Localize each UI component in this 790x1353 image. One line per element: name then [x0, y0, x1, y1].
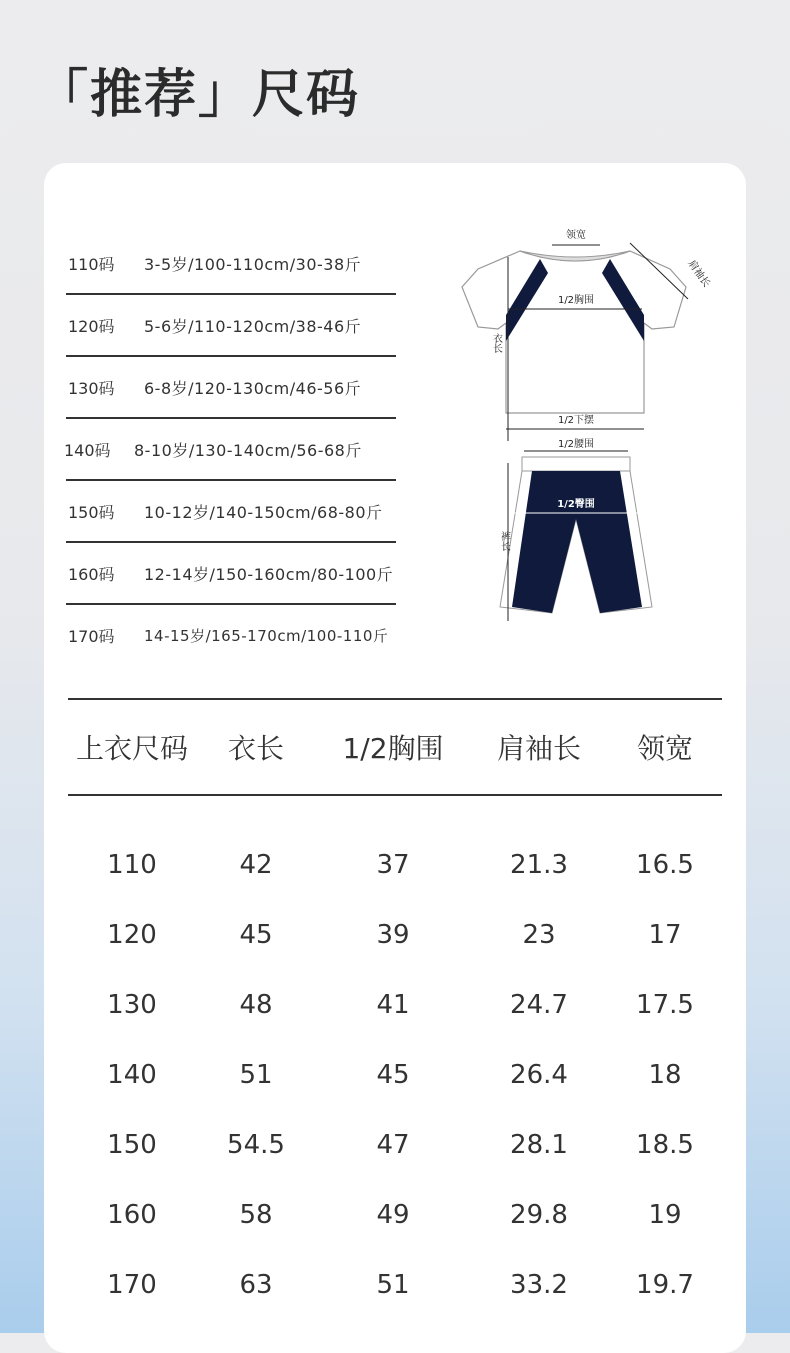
rec-size: 170码 — [68, 626, 115, 646]
label-shoulder-sleeve: 肩袖长 — [685, 258, 712, 290]
label-length: 衣长 — [490, 333, 502, 353]
cell-shoulder-sleeve: 33.2 — [510, 1270, 568, 1300]
page-title: 「推荐」尺码 — [36, 65, 361, 125]
cell-shoulder-sleeve: 24.7 — [510, 990, 568, 1020]
cell-shoulder-sleeve: 26.4 — [510, 1060, 568, 1090]
rec-size: 140码 — [64, 440, 111, 460]
garment-diagram — [448, 223, 712, 643]
cell-size: 140 — [107, 1060, 157, 1090]
header-shoulder-sleeve: 肩袖长 — [496, 732, 581, 765]
recommendation-list — [66, 233, 396, 665]
table-row — [68, 830, 722, 900]
cell-collar: 19.7 — [636, 1270, 694, 1300]
table-row — [68, 900, 722, 970]
cell-size: 160 — [107, 1200, 157, 1230]
cell-chest: 45 — [376, 1060, 410, 1090]
table-row — [68, 1180, 722, 1250]
cell-chest: 41 — [376, 990, 410, 1020]
rec-desc: 3-5岁/100-110cm/30-38斤 — [144, 254, 362, 274]
list-item — [66, 419, 396, 481]
cell-size: 120 — [107, 920, 157, 950]
cell-size: 170 — [107, 1270, 157, 1300]
cell-collar: 18 — [648, 1060, 682, 1090]
cell-chest: 37 — [376, 850, 410, 880]
cell-shoulder-sleeve: 29.8 — [510, 1200, 568, 1230]
cell-length: 48 — [239, 990, 273, 1020]
table-row — [68, 1040, 722, 1110]
shorts-illustration — [500, 457, 652, 613]
table-body — [68, 796, 722, 1320]
rec-size: 150码 — [68, 502, 115, 522]
table-row — [68, 1110, 722, 1180]
list-item — [66, 543, 396, 605]
tshirt-illustration — [462, 251, 686, 413]
header-chest: 1/2胸围 — [342, 732, 444, 765]
rec-desc: 5-6岁/110-120cm/38-46斤 — [144, 316, 362, 336]
cell-collar: 16.5 — [636, 850, 694, 880]
cell-collar: 17.5 — [636, 990, 694, 1020]
size-card — [44, 163, 746, 1353]
table-row — [68, 1250, 722, 1320]
list-item — [66, 605, 396, 665]
cell-size: 130 — [107, 990, 157, 1020]
label-hip: 1/2臀围 — [557, 499, 595, 510]
label-hem: 1/2下摆 — [557, 415, 595, 426]
rec-desc: 6-8岁/120-130cm/46-56斤 — [144, 378, 362, 398]
rec-desc: 8-10岁/130-140cm/56-68斤 — [134, 440, 362, 460]
cell-size: 150 — [107, 1130, 157, 1160]
rec-size: 160码 — [68, 564, 115, 584]
cell-length: 54.5 — [227, 1130, 285, 1160]
header-length: 衣长 — [227, 732, 284, 765]
size-table — [68, 698, 722, 1320]
list-item — [66, 295, 396, 357]
rec-desc: 12-14岁/150-160cm/80-100斤 — [144, 564, 394, 584]
cell-length: 51 — [239, 1060, 273, 1090]
label-pants-length: 裤长 — [498, 531, 510, 551]
list-item — [66, 233, 396, 295]
cell-collar: 19 — [648, 1200, 682, 1230]
cell-length: 58 — [239, 1200, 273, 1230]
list-item — [66, 357, 396, 419]
rec-size: 120码 — [68, 316, 115, 336]
rec-desc: 14-15岁/165-170cm/100-110斤 — [144, 626, 389, 645]
label-waist: 1/2腰围 — [557, 439, 595, 450]
rec-size: 130码 — [68, 378, 115, 398]
label-chest: 1/2胸围 — [557, 295, 595, 306]
cell-chest: 51 — [376, 1270, 410, 1300]
cell-length: 42 — [239, 850, 273, 880]
cell-collar: 18.5 — [636, 1130, 694, 1160]
rec-size: 110码 — [68, 254, 115, 274]
cell-length: 63 — [239, 1270, 273, 1300]
table-row — [68, 970, 722, 1040]
table-header — [68, 698, 722, 796]
cell-size: 110 — [107, 850, 157, 880]
cell-length: 45 — [239, 920, 273, 950]
cell-chest: 47 — [376, 1130, 410, 1160]
header-size: 上衣尺码 — [75, 732, 188, 765]
list-item — [66, 481, 396, 543]
cell-shoulder-sleeve: 21.3 — [510, 850, 568, 880]
rec-desc: 10-12岁/140-150cm/68-80斤 — [144, 502, 383, 522]
cell-shoulder-sleeve: 28.1 — [510, 1130, 568, 1160]
header-collar: 领宽 — [636, 732, 693, 765]
label-collar: 领宽 — [566, 230, 586, 241]
cell-chest: 49 — [376, 1200, 410, 1230]
cell-collar: 17 — [648, 920, 682, 950]
cell-chest: 39 — [376, 920, 410, 950]
cell-shoulder-sleeve: 23 — [522, 920, 556, 950]
